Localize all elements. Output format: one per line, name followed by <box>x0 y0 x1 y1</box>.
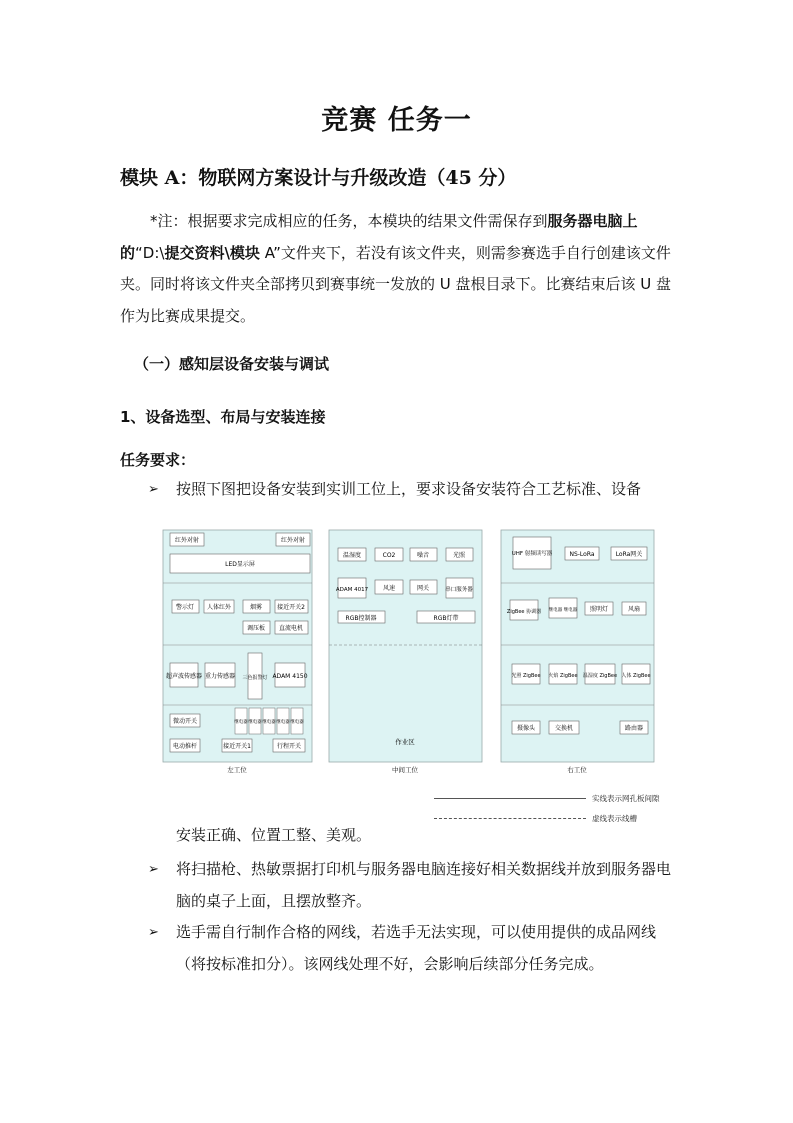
note-text-2: “D:\ <box>135 243 165 262</box>
left-r1-1: 红外对射 <box>280 537 306 544</box>
left-r3-2: 三色报警灯 <box>242 675 268 681</box>
mid-r2-1: 风速 <box>382 585 396 592</box>
right-r3-1: 火焰 ZigBee <box>548 673 578 679</box>
middle-station <box>329 530 482 774</box>
left-r2-2: 烟雾 <box>249 604 263 611</box>
note-text-3: A”文件夹下，若没有该文件夹，则需参赛选手自行创建该文件夹。同时将该文件夹全部拷贝到赛事统一发放的 U 盘根目录下。比赛结束后该 U 盘作为比赛成果提交。 <box>120 243 672 325</box>
right-r4-2: 路由器 <box>624 725 644 732</box>
mid-r1-1: CO2 <box>382 552 396 559</box>
right-r4-0: 摄像头 <box>516 725 536 732</box>
bullet-arrow-icon: ➢ <box>148 925 159 940</box>
module-heading: 模块 A：物联网方案设计与升级改造（45 分） <box>120 167 517 189</box>
left-r3-3: ADAM 4150 <box>272 673 308 680</box>
left-r1-2: LED显示屏 <box>225 561 255 568</box>
bullet-text: 按照下图把设备安装到实训工位上，要求设备安装符合工艺标准、设备 <box>176 480 642 498</box>
left-r2-1: 人体红外 <box>206 604 232 611</box>
dashed-line-sample <box>434 818 586 819</box>
bullet-text: 选手需自行制作合格的网线，若选手无法实现，可以使用提供的成品网线（将按标准扣分）。该网线处理不好，会影响后续部分任务完成。 <box>176 923 657 973</box>
relay-5: 继电器 <box>290 720 304 725</box>
mid-r2-2: 网关 <box>416 585 430 592</box>
relay-2: 继电器 <box>248 720 262 725</box>
right-r2-3: 风扇 <box>627 606 641 613</box>
task-label: 任务要求： <box>120 451 196 469</box>
workstation-layout-diagram <box>160 527 656 797</box>
bullet-item-2 <box>148 854 678 918</box>
left-r4-0: 微动开关 <box>172 718 198 725</box>
right-r3-2: 温湿度 ZigBee <box>582 673 618 679</box>
left-r2-3: 接近开关2 <box>277 604 305 611</box>
right-r4-1: 交换机 <box>554 725 574 732</box>
mid-r1-2: 噪音 <box>416 552 430 559</box>
note-paragraph <box>120 206 675 332</box>
bullet-arrow-icon: ➢ <box>148 862 159 877</box>
legend-dashed-label: 虚线表示线槽 <box>592 814 637 823</box>
left-r3-0: 超声波传感器 <box>165 673 203 680</box>
mid-r1-3: 光照 <box>452 552 466 559</box>
right-r3-3: 人体 ZigBee <box>621 673 651 679</box>
right-r3-0: 光照 ZigBee <box>511 673 541 679</box>
mid-r3-1: RGB灯带 <box>433 615 459 622</box>
right-r1-0: UHF 射频读写器 <box>511 551 553 557</box>
left-r4-2: 接近开关1 <box>223 743 251 750</box>
right-station <box>501 530 654 774</box>
left-r4-1: 电动推杆 <box>172 743 198 750</box>
solid-line-sample <box>434 798 586 799</box>
mid-r2-0: ADAM 4017 <box>335 587 369 593</box>
right-r2-1: 继电器 继电器 <box>548 608 578 613</box>
legend-solid-label: 实线表示网孔板间隙 <box>592 794 660 803</box>
relay-3: 继电器 <box>262 720 276 725</box>
page-title: 竞赛 任务一 <box>321 105 472 136</box>
note-bold-2: 提交资料\模块 <box>164 243 260 262</box>
right-r2-2: 照明灯 <box>589 606 609 613</box>
bullet-item-3 <box>148 917 678 981</box>
left-station-label: 左工位 <box>227 766 247 774</box>
bullet-item-1 <box>148 474 678 506</box>
relay-1: 继电器 <box>234 720 248 725</box>
section-heading: （一）感知层设备安装与调试 <box>134 355 330 373</box>
left-r4-3: 行程开关 <box>276 743 302 750</box>
left-r1-0: 红外对射 <box>174 537 200 544</box>
note-bold-1: 服务器电脑上的 <box>120 212 638 262</box>
right-r1-1: NS-LoRa <box>569 551 595 558</box>
subsection-heading: 1、设备选型、布局与安装连接 <box>120 408 326 426</box>
right-r1-2: LoRa网关 <box>615 551 643 558</box>
right-r2-0: ZigBee 协调器 <box>506 609 542 615</box>
left-station <box>163 530 312 774</box>
bullet-text: 将扫描枪、热敏票据打印机与服务器电脑连接好相关数据线并放到服务器电脑的桌子上面，且摆放整齐。 <box>176 860 672 910</box>
note-text-1: *注：根据要求完成相应的任务，本模块的结果文件需保存到 <box>150 212 548 230</box>
left-r3-1: 重力传感器 <box>204 673 236 680</box>
work-zone-label: 作业区 <box>395 738 415 746</box>
relay-4: 继电器 <box>276 720 290 725</box>
bullet-1-continuation: 安装正确、位置工整、美观。 <box>176 826 372 844</box>
middle-station-label: 中间工位 <box>392 766 418 774</box>
left-r2-4: 调压板 <box>246 625 266 632</box>
bullet-arrow-icon: ➢ <box>148 482 159 497</box>
mid-r1-0: 温湿度 <box>342 552 362 559</box>
legend-block <box>434 790 664 823</box>
mid-r3-0: RGB控制器 <box>345 615 377 622</box>
right-station-label: 右工位 <box>567 766 587 774</box>
mid-r2-3: 串口服务器 <box>445 587 473 593</box>
left-r2-0: 警示灯 <box>175 604 195 611</box>
left-r2-5: 直流电机 <box>278 625 304 632</box>
